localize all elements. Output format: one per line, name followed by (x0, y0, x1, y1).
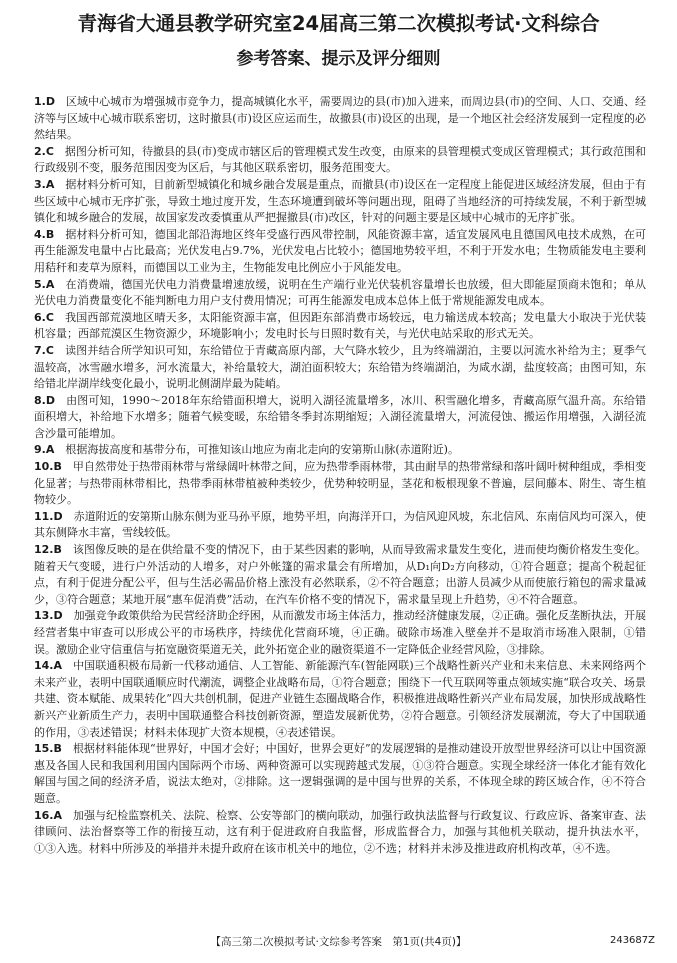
answer-item (34, 741, 646, 807)
answer-item (34, 343, 646, 393)
answer-item (34, 459, 646, 509)
answer-text: 我国西部荒漠地区晴天多，太阳能资源丰富，但因距东部消费市场较远，电力输送成本较高；发电量大小取决于光伏装机容量；西部荒漠区生物资源少，环境影响小；发电时长与日照时数有关，与光伏电站采取的形式无关。 (34, 310, 646, 341)
answer-number: 13.D (34, 609, 63, 623)
answer-item (34, 277, 646, 310)
answer-text: 中国联通积极布局新一代移动通信、人工智能、新能源汽车(智能网联)三个战略性新兴产业和未来信息、未来网络两个未来产业，表明中国联通顺应时代潮流，调整企业战略布局，①符合题意；围绕下一代互联网等重点领域实施“联合攻关、场景共建、资本赋能、成果转化”四大共创机制，促进产业链生态圈战略合作，积极推进战略性新兴产业布局发展，加快形成战略性新兴产业新质生产力，表明中国联通整合科技创新资源，塑造发展新优势，②符合题意。引领经济发展潮流，夸大了中国联通的作用，③表述错误；材料未体现扩大资本规模，④表述错误。 (34, 659, 646, 739)
answer-number: 4.B (34, 227, 55, 241)
answer-text: 读图并结合所学知识可知，东给错位于青藏高原内部，大气降水较少，且为终端湖泊，主要以河流水补给为主；夏季气温较高，冰雪融水增多，河水流量大，补给量较大，湖泊面积较大；东给错为终端湖泊，为咸水湖，盐度较高；由图可知，东给错北岸湖岸线变化最小，说明北侧湖岸最为陡峭。 (34, 343, 646, 391)
answer-text: 加强竞争政策供给为民营经济助企纾困，从而激发市场主体活力，推动经济健康发展，②正确。强化反垄断执法，开展经营者集中审查可以形成公平的市场秩序，持续优化营商环境，④正确。破除市场准入壁垒并不是取消市场准入限制，①错误。激励企业守信重信与拓宽融资渠道无关，此外拓宽企业的融资渠道不一定降低企业经营风险，③排除。 (34, 609, 646, 656)
answer-item (34, 542, 646, 608)
answer-text: 加强与纪检监察机关、法院、检察、公安等部门的横向联动，加强行政执法监督与行政复议、行政应诉、备案审查、法律顾问、法治督察等工作的衔接互动，这有利于促进政府自我监督，形成监督合力，加强与其他机关联动，提升执法水平，①③入选。材料中所涉及的举措并未提升政府在该市机关中的地位，②不选；材料并未涉及推进政府机构改革，④不选。 (34, 808, 646, 855)
answer-number: 1.D (34, 95, 55, 108)
answer-item (34, 177, 646, 227)
answer-item (34, 310, 646, 343)
answer-number: 9.A (34, 443, 55, 457)
answer-item (34, 94, 646, 144)
answer-text: 在消费端，德国光伏电力消费量增速放缓，说明在生产端行业光伏装机容量增长也放缓，但大即能屋顶商未饱和；单从光伏电力消费量变化不能判断电力用户支付费用情况；可再生能源发电成本总体上低于常规能源发电成本。 (34, 277, 646, 308)
answer-number: 10.B (34, 460, 62, 474)
document-code: 243687Z (609, 935, 655, 946)
answer-text: 甲自然带处于热带雨林带与常绿阔叶林带之间，应为热带季雨林带，其由耐旱的热带常绿和落叶阔叶树种组成，季相变化显著；与热带雨林带相比，热带季雨林带植被种类较少，优势种较明显，茎花和板根现象不普遍，层间藤本、附生、寄生植物较少。 (34, 460, 646, 507)
answer-text: 赤道附近的安第斯山脉东侧为亚马孙平原，地势平坦，向海洋开口，为信风迎风坡，东北信风、东南信风均可深入，使其东侧降水丰富，雪线较低。 (34, 509, 646, 540)
page-title: 青海省大通县教学研究室24届高三第二次模拟考试·文科综合 (77, 12, 600, 35)
answer-number: 3.A (34, 177, 55, 191)
answer-number: 2.C (34, 144, 54, 158)
answer-item (34, 658, 646, 741)
answer-number: 11.D (34, 509, 63, 523)
answer-number: 7.C (34, 343, 54, 357)
answer-number: 15.B (34, 742, 62, 756)
answer-text: 据材料分析可知，目前新型城镇化和城乡融合发展是重点，而撤县(市)设区在一定程度上能促进区域经济发展，但由于有些区域中心城市无序扩张，导致土地过度开发，生态环境遭到破坏等问题出现，阻碍了当地经济的可持续发展，不利于新型城镇化和城乡融合的发展，故国家发改委慎重从严把握撤县(市)改区，针对的问题主要是区域中心城市的无序扩张。 (34, 177, 646, 225)
answer-number: 6.C (34, 310, 54, 324)
answer-text: 据图分析可知，待撤县的县(市)变成市辖区后的管理模式发生改变，由原来的县管理模式变成区管理模式；其行政范围和行政级别不变，服务范围因变为区后，与其他区联系密切，服务范围变大。 (34, 144, 646, 175)
answer-item (34, 144, 646, 177)
answer-text: 据材料分析可知，德国北部沿海地区终年受盛行西风带控制，风能资源丰富，适宜发展风电且德国风电技术成熟，在可再生能源发电量中占比最高；光伏发电占9.7%，光伏发电占比较小；德国地势较平坦，不利于开发水电；生物质能发电主要利用秸秆和麦草为原料，而德国以工业为主，生物能发电比例应小于风能发电。 (34, 227, 646, 274)
answer-item (34, 608, 646, 658)
answer-list (34, 94, 646, 857)
answer-item (34, 393, 646, 443)
answer-text: 根据材料能体现“世界好，中国才会好；中国好，世界会更好”的发展逻辑的是推动建设开放型世界经济可以让中国资源惠及各国人民和我国利用国内国际两个市场、两种资源可以实现跨越式发展，①③符合题意。实现全球经济一体化才能有效化解国与国之间的经济矛盾，说法太绝对，②排除。这一逻辑强调的是中国与世界的关系，不体现全球的跨区域合作，④不符合题意。 (34, 742, 646, 805)
answer-text: 该图像反映的是在供给量不变的情况下，由于某些因素的影响，从而导致需求量发生变化，进而使均衡价格发生变化。随着天气变暖，进行户外活动的人增多，对户外帐篷的需求量会有所增加，从D₁向D₂方向移动，①符合题意；提高个税起征点，有利于促进分配公平，但与生活必需品价格上涨没有必然联系，②不符合题意；出游人员减少从而使旅行箱包的需求量减少，③符合题意；某地开展“惠车促消费”活动，在汽车价格不变的情况下，需求量呈现上升趋势，④不符合题意。 (34, 543, 646, 606)
answer-item (34, 227, 646, 277)
answer-number: 5.A (34, 277, 55, 291)
answer-number: 12.B (34, 543, 62, 557)
answer-number: 16.A (34, 808, 62, 822)
page-subtitle: 参考答案、提示及评分细则 (236, 49, 441, 69)
answer-number: 8.D (34, 393, 55, 407)
answer-text: 由图可知，1990～2018年东给错面积增大，说明入湖径流量增多，冰川、积雪融化增多，青藏高原气温升高。东给错面积增大，补给地下水增多；随着气候变暖，东给错冬季封冻期缩短；入湖径流量增大，河流侵蚀、搬运作用增强，入湖径流含沙量可能增加。 (34, 393, 646, 440)
page-footer: 【高三第二次模拟考试·文综参考答案 第1页(共4页)】 (210, 936, 467, 948)
answer-text: 根据海拔高度和基带分布，可推知该山地应为南北走向的安第斯山脉(赤道附近)。 (65, 443, 459, 457)
answer-number: 14.A (34, 659, 62, 673)
answer-text: 区域中心城市为增强城市竞争力，提高城镇化水平，需要周边的县(市)加入进来，而周边县(市)的空间、人口、交通、经济等与区域中心城市联系密切，这时撤县(市)设区应运而生，故撤县(市)设区的出现，是一个地区社会经济发展到一定程度的必然结果。 (34, 95, 646, 142)
answer-item (34, 442, 646, 459)
answer-item (34, 808, 646, 858)
answer-item (34, 509, 646, 542)
